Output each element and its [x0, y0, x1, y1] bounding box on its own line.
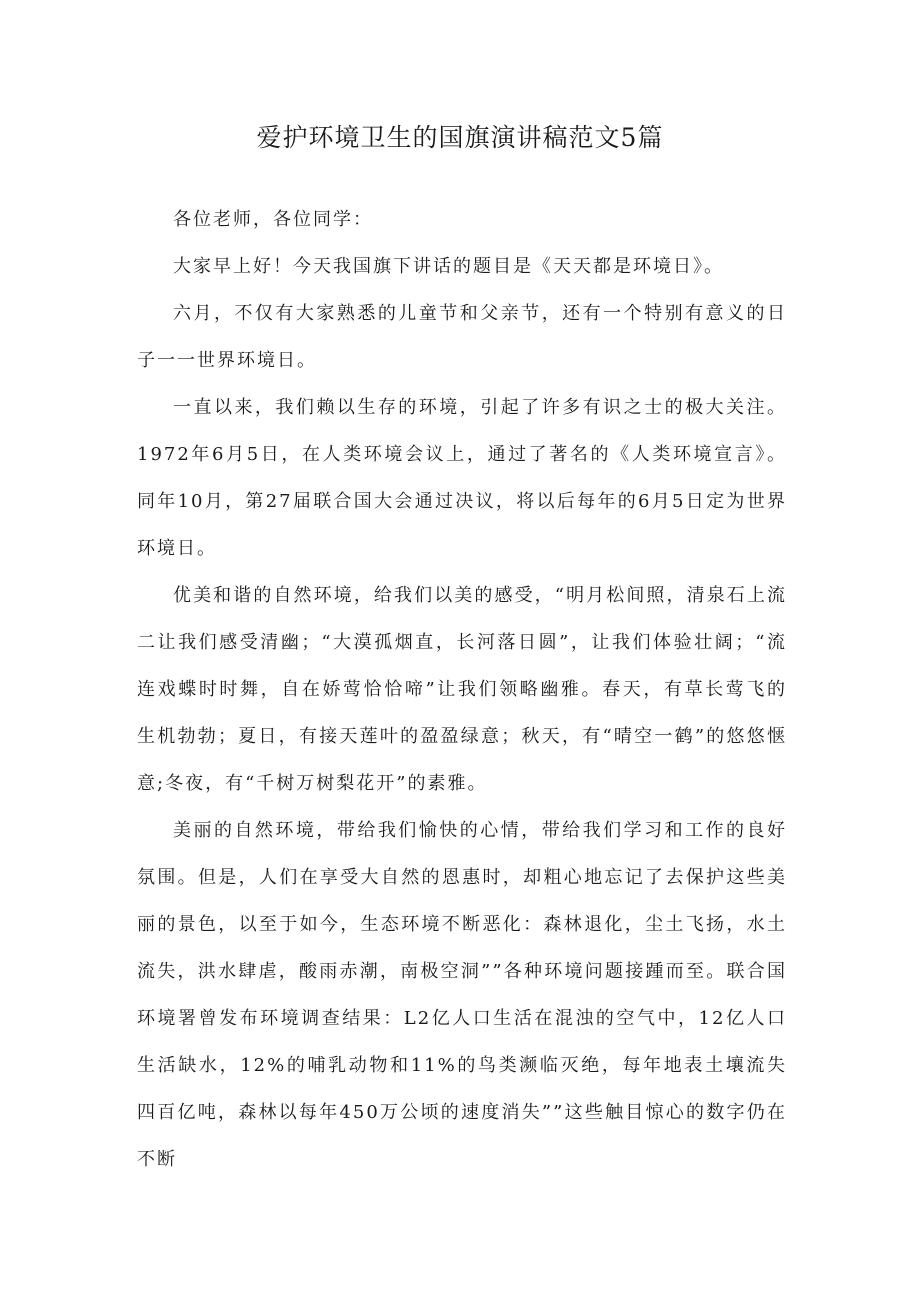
- paragraph-greeting: 各位老师，各位同学：: [173, 209, 373, 230]
- paragraph-history: 一直以来，我们赖以生存的环境，引起了许多有识之士的极大关注。1972年6月5日，在人类环境会议上，通过了著名的《人类环境宣言》。同年10月，第27届联合国大会通过决议，将以后每年的6月5日定为世界环境日。: [137, 397, 787, 559]
- document-title: 爱护环境卫生的国旗演讲稿范文5篇: [256, 123, 664, 152]
- paragraph-june: 六月，不仅有大家熟悉的儿童节和父亲节，还有一个特别有意义的日子一一世界环境日。: [137, 303, 787, 371]
- paragraph-nature-beauty: 优美和谐的自然环境，给我们以美的感受，“明月松间照，清泉石上流二让我们感受清幽；“大漠孤烟直，长河落日圆”，让我们体验壮阔；“流连戏蝶时时舞，自在娇莺恰恰啼”让我们领略幽雅。春天，有草长莺飞的生机勃勃；夏日，有接天莲叶的盈盈绿意；秋天，有“晴空一鹤”的悠悠惬意;冬夜，有“千树万树梨花开”的素雅。: [137, 585, 787, 794]
- document-body: [137, 196, 787, 1183]
- paragraph-opening: 大家早上好！今天我国旗下讲话的题目是《天天都是环境日》。: [173, 256, 724, 277]
- paragraph-environment-problems: 美丽的自然环境，带给我们愉快的心情，带给我们学习和工作的良好氛围。但是，人们在享受大自然的恩惠时，却粗心地忘记了去保护这些美丽的景色，以至于如今，生态环境不断恶化：森林退化，尘土飞扬，水土流失，洪水肆虐，酸雨赤潮，南极空洞””各种环境问题接踵而至。联合国环境署曾发布环境调查结果：L2亿人口生活在混浊的空气中，12亿人口生活缺水，12%的哺乳动物和11%的鸟类濒临灭绝，每年地表土壤流失四百亿吨，森林以每年450万公顷的速度消失””这些触目惊心的数字仍在不断: [137, 820, 787, 1170]
